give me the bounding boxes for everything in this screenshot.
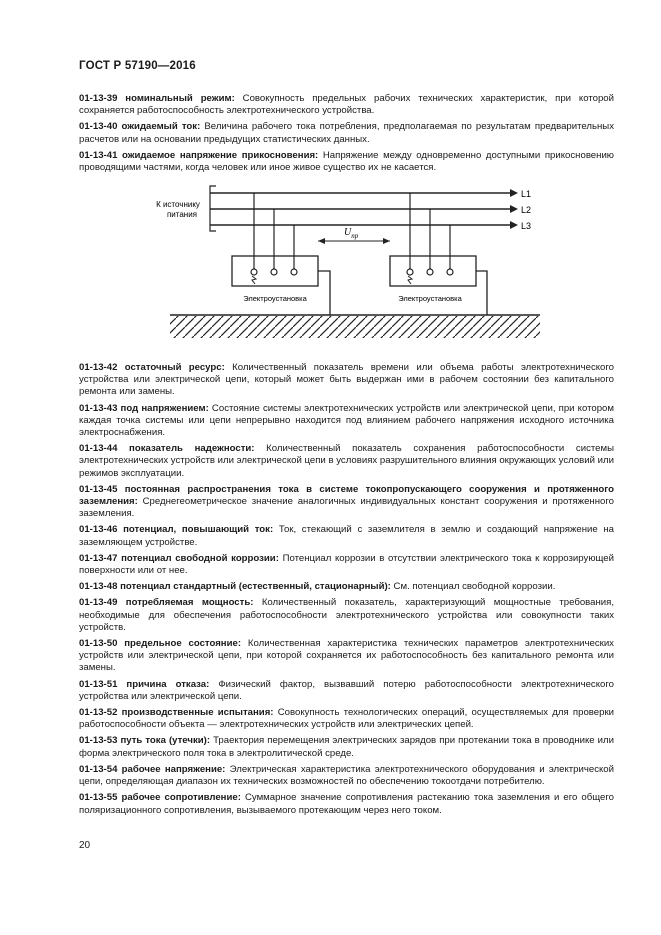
source-label: К источнику — [156, 200, 200, 209]
term-title: 01-13-54 рабочее напряжение: — [79, 763, 226, 775]
term-entry — [79, 735, 614, 759]
term-entry — [79, 792, 614, 816]
terminal — [291, 269, 297, 275]
fault-arrow-icon — [408, 276, 412, 284]
term-definition: Среднегеометрическое значение аналогичных индивидуальных констант сооружения и протяженного заземления. — [79, 496, 614, 520]
term-title: 01-13-48 потенциал стандартный (естественный, стационарный): — [79, 581, 391, 593]
voltage-label: $U_{пр}$ — [344, 227, 359, 240]
term-entry — [79, 362, 614, 399]
entries-top — [79, 93, 614, 178]
term-definition: Количественный показатель времени или объема работы электротехнического устройства или электрической цепи, который может быть выдержан ими в рабочем состоянии без капитального ремонта или замены. — [79, 362, 614, 398]
arrow-l1 — [510, 189, 518, 197]
term-entry — [79, 597, 614, 634]
term-title: 01-13-47 потенциал свободной коррозии: — [79, 552, 279, 564]
line-label-l1: L1 — [521, 189, 532, 199]
term-title: 01-13-39 номинальный режим: — [79, 93, 235, 104]
term-definition: См. потенциал свободной коррозии. — [390, 581, 556, 593]
touch-voltage-diagram — [140, 183, 540, 348]
line-label-l2: L2 — [521, 205, 532, 215]
term-title: 01-13-52 производственные испытания: — [79, 707, 274, 719]
page-number: 20 — [79, 840, 91, 851]
ground-hatch — [170, 316, 540, 338]
term-definition: Напряжение между одновременно доступными прикосновению проводящими частями, когда человек или иное живое существо их не касается. — [79, 149, 614, 174]
term-title: 01-13-45 постоянная распространения тока в системе токопропускающего сооружения и протяженного заземления: — [79, 483, 614, 508]
term-definition: Траектория перемещения электрических зарядов при протекании тока в проводнике или форма электрического поля тока в электролитической среде. — [79, 735, 614, 759]
term-entry — [79, 121, 614, 145]
arrow-l2 — [510, 205, 518, 213]
device-left-label: Электроустановка — [243, 294, 307, 303]
document-header: ГОСТ Р 57190—2016 — [79, 60, 196, 72]
entries-bottom — [79, 362, 614, 821]
terminal — [271, 269, 277, 275]
term-entry — [79, 93, 614, 117]
term-title: 01-13-44 показатель надежности: — [79, 443, 255, 455]
term-definition: Суммарное значение сопротивления растеканию тока заземления и его общего поляризационного сопротивления, вызываемого протекающим через него током. — [79, 792, 614, 816]
terminal — [251, 269, 257, 275]
term-definition: Потенциал коррозии в отсутствии электрического тока к коррозирующей поверхности или от нее. — [79, 552, 614, 577]
line-label-l3: L3 — [521, 221, 532, 231]
device-right-label: Электроустановка — [398, 294, 462, 303]
term-title: 01-13-42 остаточный ресурс: — [79, 362, 225, 373]
term-title: 01-13-41 ожидаемое напряжение прикосновения: — [79, 149, 319, 161]
term-definition: Электрическая характеристика электротехнического оборудования и электрической цепи, определяющая диапазон их технических возможностей по обеспечению токоотдачи потребителю. — [79, 763, 614, 788]
source-label-2: питания — [166, 210, 198, 219]
term-title: 01-13-43 под напряжением: — [79, 402, 209, 414]
term-entry — [79, 553, 614, 577]
term-definition: Величина рабочего тока потребления, предполагаемая по результатам предварительных расчетов или на основании предыдущих статистических данных. — [79, 121, 614, 145]
term-definition: Совокупность технологических операций, осуществляемых для проверки работоспособности объекта — электротехнических устройств или электрических цепей. — [79, 707, 615, 731]
terminal — [407, 269, 413, 275]
term-definition: Физический фактор, вызвавший потерю работоспособности электротехнического устройства или электрической цепи. — [79, 678, 614, 702]
terminal — [447, 269, 453, 275]
term-entry — [79, 707, 614, 731]
term-title: 01-13-50 предельное состояние: — [79, 638, 242, 650]
term-entry — [79, 443, 614, 480]
term-definition: Совокупность предельных рабочих технических характеристик, при которой сохраняется работоспособность электротехнического устройства. — [79, 93, 615, 117]
term-definition: Количественный показатель, характеризующий мощностные требования, необходимые для обеспечения работоспособности электротехнического устройства или совокупности таких устройств. — [79, 597, 614, 633]
term-definition: Ток, стекающий с заземлителя в землю и создающий напряжение на заземляющем устройстве. — [79, 524, 615, 548]
term-title: 01-13-53 путь тока (утечки): — [79, 735, 211, 747]
arrow-l3 — [510, 221, 518, 229]
term-title: 01-13-49 потребляемая мощность: — [79, 597, 254, 609]
fault-arrow-icon — [252, 276, 256, 284]
term-title: 01-13-55 рабочее сопротивление: — [79, 792, 241, 804]
term-entry — [79, 764, 614, 788]
left-ground-conductor — [318, 271, 330, 315]
term-entry — [79, 150, 614, 174]
term-entry — [79, 403, 614, 440]
term-title: 01-13-46 потенциал, повышающий ток: — [79, 524, 274, 536]
term-entry — [79, 581, 614, 593]
term-entry — [79, 679, 614, 703]
term-entry — [79, 638, 614, 675]
right-ground-conductor — [476, 271, 487, 315]
term-definition: Состояние системы электротехнических устройств или электрической цепи, при котором каждая точка системы или цепи непрерывно находится под влиянием рабочего напряжения исходного источника электроснабжения. — [79, 402, 614, 439]
term-definition: Количественный показатель сохранения работоспособности системы электротехнических устройств или электрической цепи в условиях разрушительного влияния окружающих условий или режимов эксплуатации. — [79, 443, 614, 479]
term-definition: Количественная характеристика технических параметров электротехнических устройств или электрической цепи, при которой сохраняется их работоспособность без капитального ремонта или замены. — [79, 638, 614, 674]
terminal — [427, 269, 433, 275]
term-entry — [79, 524, 614, 548]
term-title: 01-13-51 причина отказа: — [79, 678, 210, 690]
term-title: 01-13-40 ожидаемый ток: — [79, 121, 201, 133]
term-entry — [79, 484, 614, 521]
